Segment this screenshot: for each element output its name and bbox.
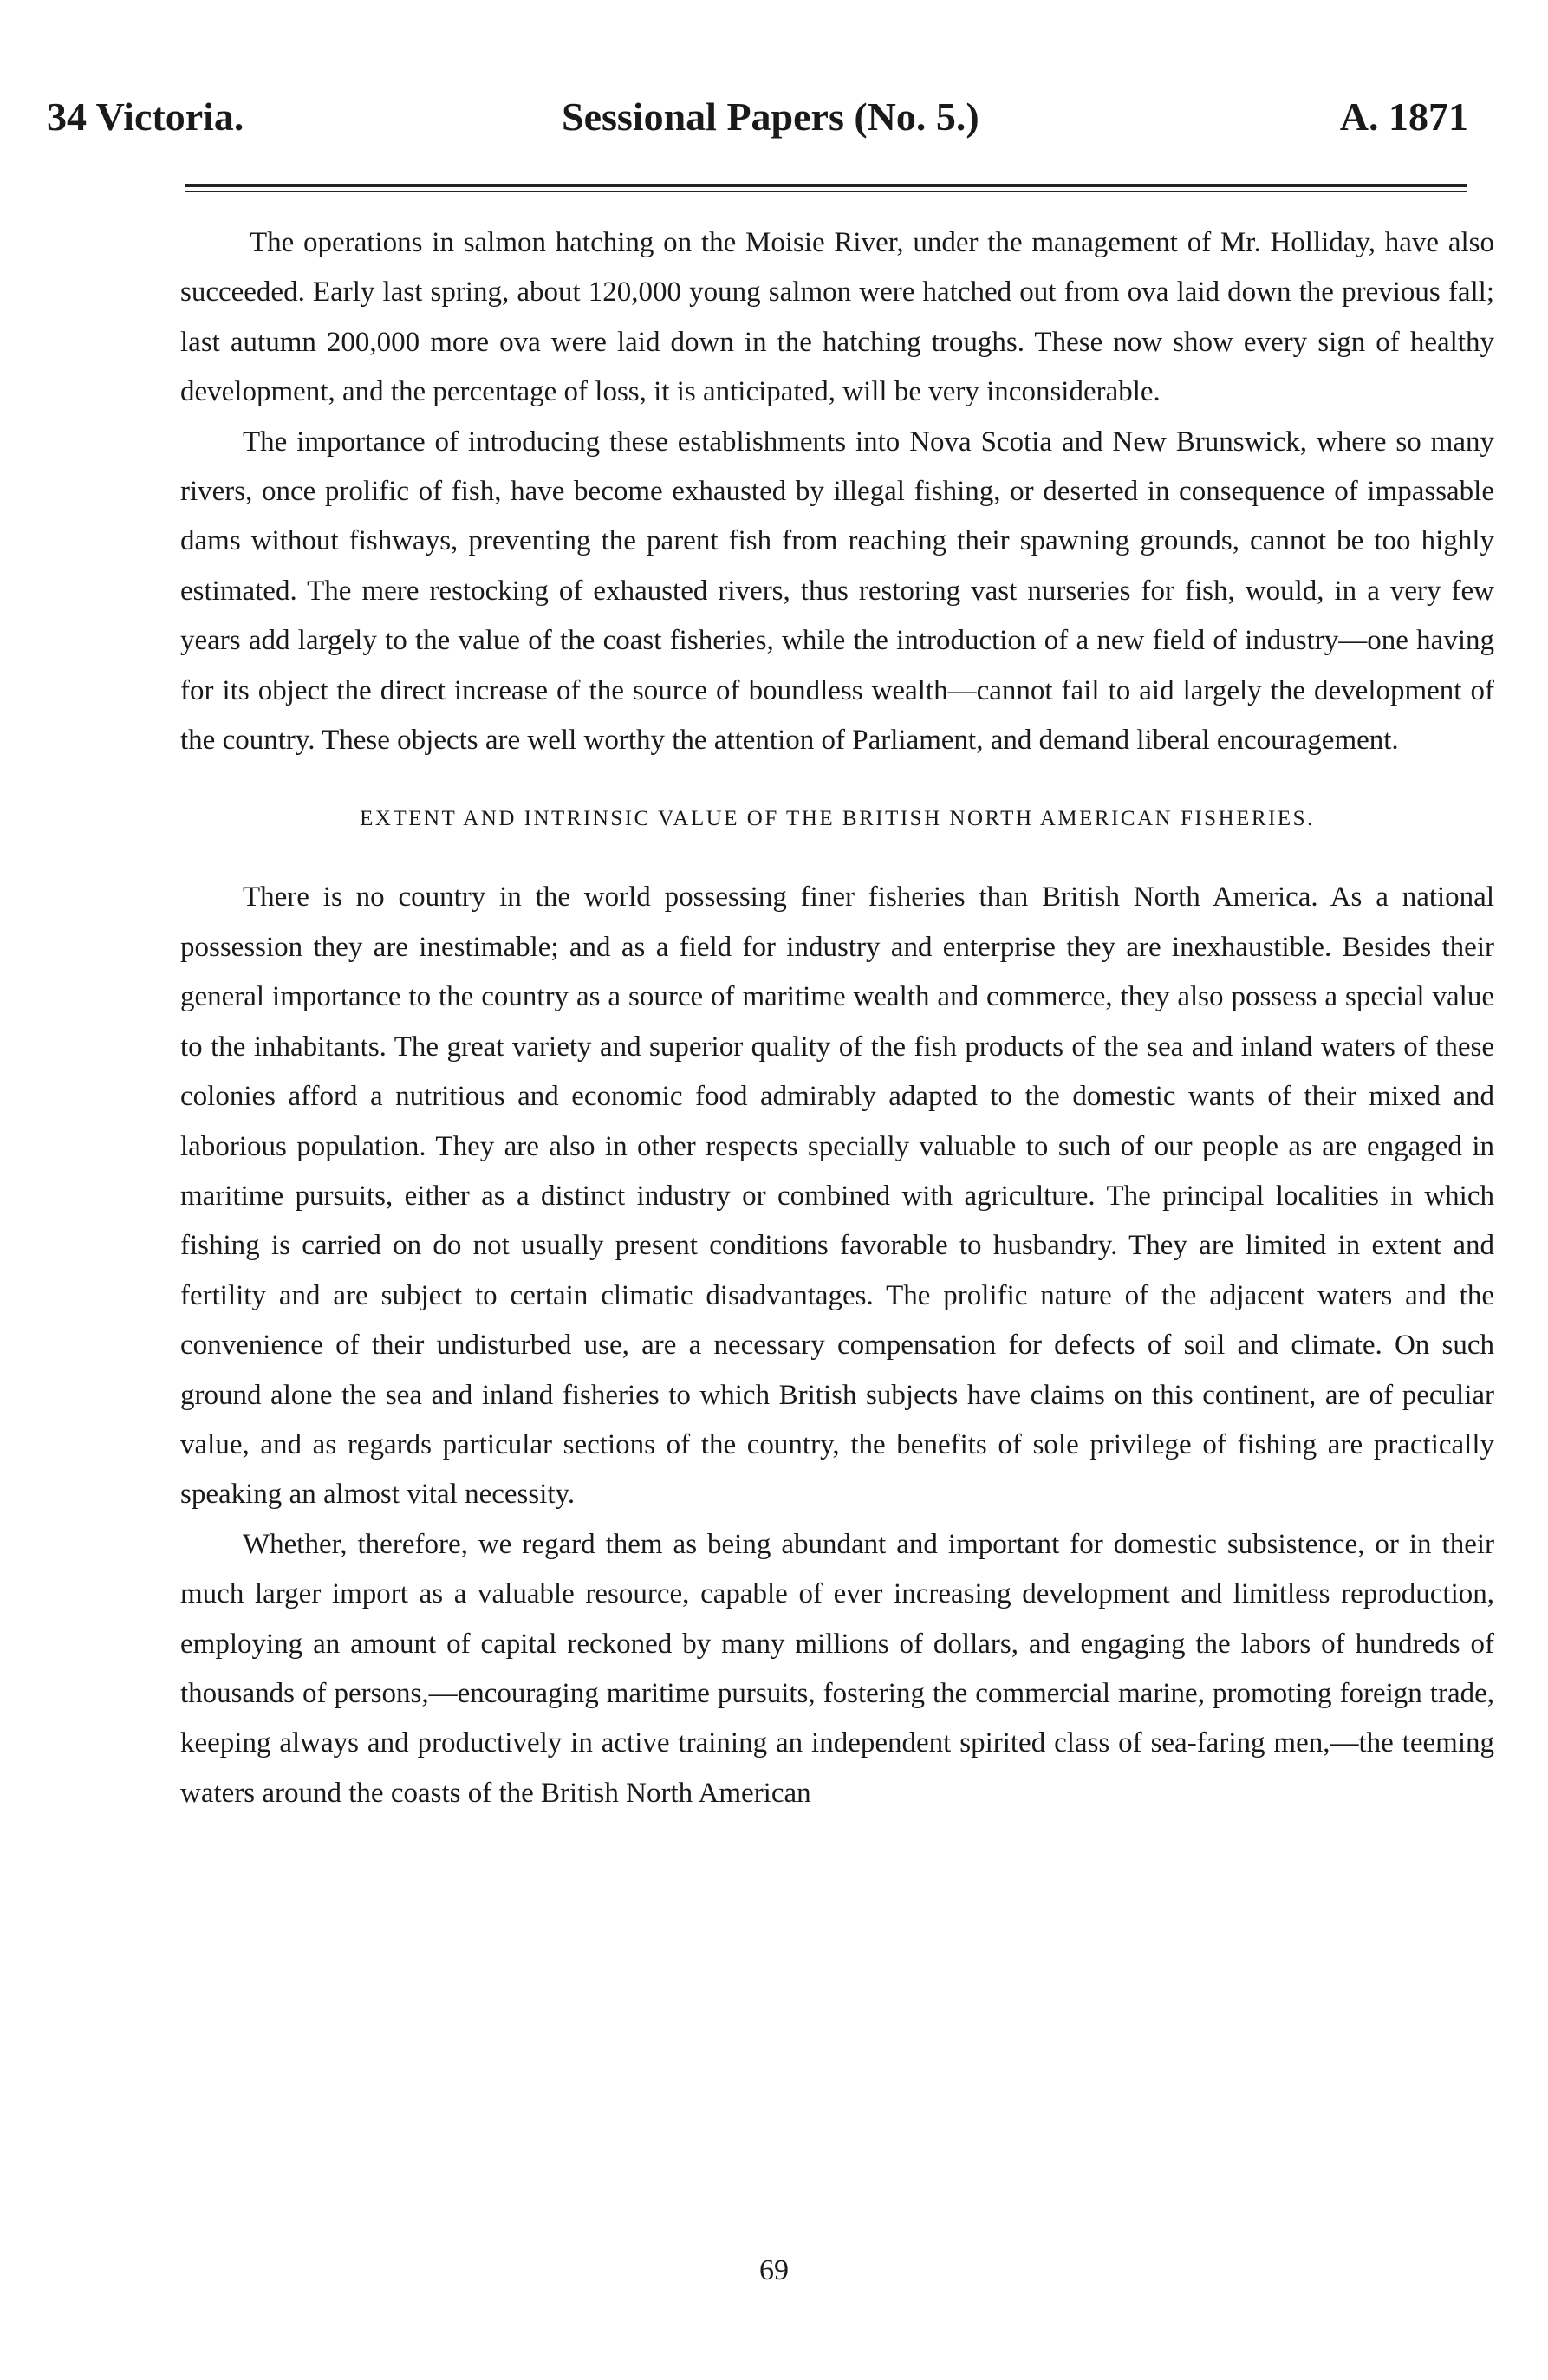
header-session: 34 Victoria.	[47, 94, 244, 139]
paragraph-salmon-hatching: The operations in salmon hatching on the Moisie River, under the management of Mr. Holliday, have also succeeded. Early last spring, about 120,000 young salmon were hatched out from ova laid down the previous fall; last autumn 200,000 more ova were laid down in the hatching troughs. These now show every sign of healthy development, and the percentage of loss, it is anticipated, will be very inconsiderable.	[180, 227, 1494, 408]
paragraph-whether: Whether, therefore, we regard them as being abundant and important for domestic subsistence, or in their much larger import as a valuable resource, capable of ever increasing development and limitless reproduction, employing an amount of capital reckoned by many millions of dollars, and engaging the labors of hundreds of thousands of persons,—encouraging maritime pursuits, fostering the commercial marine, promoting foreign trade, keeping always and productively in active training an independent spirited class of sea-faring men,—the teeming waters around the coasts of the British North American	[180, 1528, 1494, 1809]
section-heading: EXTENT AND INTRINSIC VALUE OF THE BRITISH NORTH AMERICAN FISHERIES.	[360, 807, 1315, 831]
header-year: A. 1871	[1339, 94, 1468, 139]
running-header	[47, 94, 1468, 146]
paragraph-importance: The importance of introducing these establishments into Nova Scotia and New Brunswick, where so many rivers, once prolific of fish, have become exhausted by illegal fishing, or deserted in consequence of impassable dams without fishways, preventing the parent fish from reaching their spawning grounds, cannot be too highly estimated. The mere restocking of exhausted rivers, thus restoring vast nurseries for fish, would, in a very few years add largely to the value of the coast fisheries, while the introduction of a new field of industry—one having for its object the direct increase of the source of boundless wealth—cannot fail to aid largely the development of the country. These objects are well worthy the attention of Parliament, and demand liberal encouragement.	[180, 426, 1494, 757]
body-text	[180, 218, 1494, 1818]
header-rule-thick	[185, 184, 1467, 187]
header-title: Sessional Papers (No. 5.)	[562, 94, 979, 139]
page-number: 69	[759, 2254, 789, 2286]
paragraph-fisheries-value: There is no country in the world possessing finer fisheries than British North America. As a national possession they are inestimable; and as a field for industry and enterprise they are inexhaustible. Besides their general importance to the country as a source of maritime wealth and commerce, they also possess a special value to the inhabitants. The great variety and superior quality of the fish products of the sea and inland waters of these colonies afford a nutritious and economic food admirably adapted to the domestic wants of their mixed and laborious population. They are also in other respects specially valuable to such of our people as are engaged in maritime pursuits, either as a distinct industry or combined with agriculture. The principal localities in which fishing is carried on do not usually present conditions favorable to husbandry. They are limited in extent and fertility and are subject to certain climatic disadvantages. The prolific nature of the adjacent waters and the convenience of their undisturbed use, are a necessary compensation for defects of soil and climate. On such ground alone the sea and inland fisheries to which British subjects have claims on this continent, are of peculiar value, and as regards particular sections of the country, the benefits of sole privilege of fishing are practically speaking an almost vital necessity.	[180, 881, 1494, 1511]
header-rule-thin	[185, 191, 1467, 192]
